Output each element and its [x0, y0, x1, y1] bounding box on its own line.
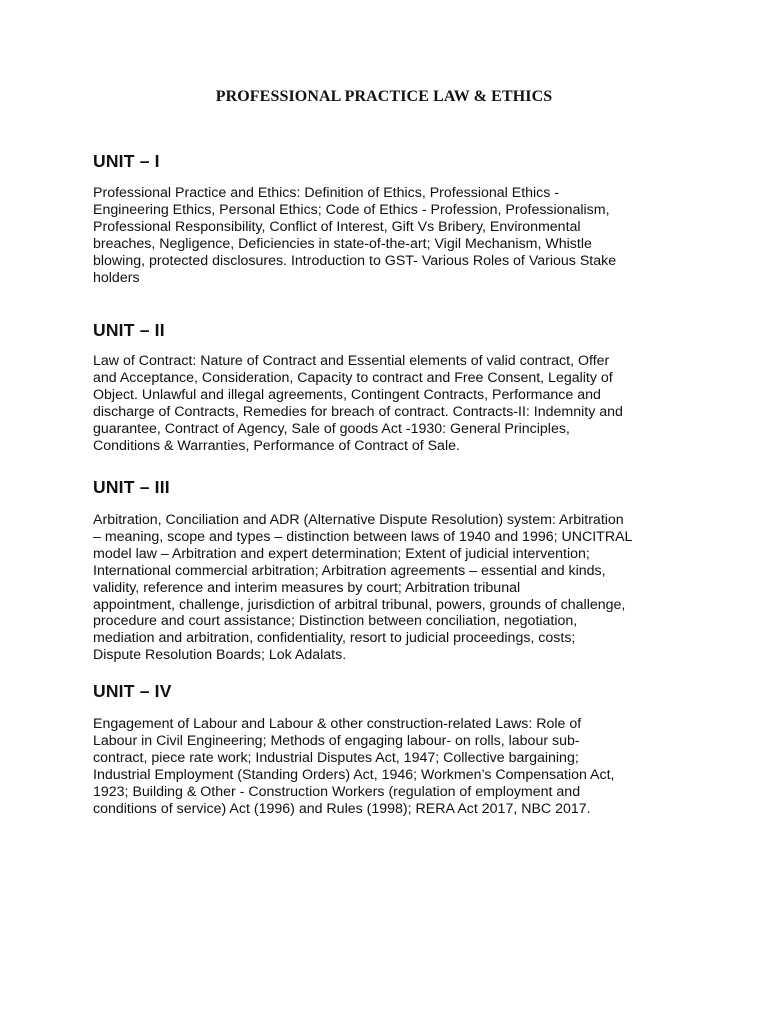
unit-4-heading: UNIT – IV — [93, 681, 172, 701]
unit-4-body: Engagement of Labour and Labour & other construction-related Laws: Role of Labour in Civil Engineering; Methods of engaging labour- on rolls, labour sub- contract, piece rate work; Industrial Disputes Act, 1947; Collective bargaining; Industrial Employment (Standing Orders) Act, 1946; Workmen’s Compensation Act, 1923; Building & Other - Construction Workers (regulation of employment and conditions of service) Act (1996) and Rules (1998); RERA Act 2017, NBC 2017. — [93, 716, 615, 817]
unit-2-heading: UNIT – II — [93, 320, 165, 340]
unit-3-body: Arbitration, Conciliation and ADR (Alternative Dispute Resolution) system: Arbitration – meaning, scope and types – distinction between laws of 1940 and 1996; UNCITRAL model law – Arbitration and expert determination; Extent of judicial intervention; International commercial arbitration; Arbitration agreements – essential and kinds, validity, reference and interim measures by court; Arbitration tribunal appointment, challenge, jurisdiction of arbitral tribunal, powers, grounds of challenge, procedure and court assistance; Distinction between conciliation, negotiation, mediation and arbitration, confidentiality, resort to judicial proceedings, costs; Dispute Resolution Boards; Lok Adalats. — [93, 512, 633, 664]
unit-1-heading: UNIT – I — [93, 151, 160, 171]
document-title: PROFESSIONAL PRACTICE LAW & ETHICS — [215, 88, 553, 105]
unit-2-body: Law of Contract: Nature of Contract and Essential elements of valid contract, Offer and Acceptance, Consideration, Capacity to contract and Free Consent, Legality of Object. Unlawful and illegal agreements, Contingent Contracts, Performance and discharge of Contracts, Remedies for breach of contract. Contracts-II: Indemnity and guarantee, Contract of Agency, Sale of goods Act -1930: General Principles, Conditions & Warranties, Performance of Contract of Sale. — [93, 353, 623, 454]
unit-1-body: Professional Practice and Ethics: Definition of Ethics, Professional Ethics - Engineering Ethics, Personal Ethics; Code of Ethics - Profession, Professionalism, Professional Responsibility, Conflict of Interest, Gift Vs Bribery, Environmental breaches, Negligence, Deficiencies in state-of-the-art; Vigil Mechanism, Whistle blowing, protected disclosures. Introduction to GST- Various Roles of Various Stake holders — [93, 185, 617, 286]
unit-3-heading: UNIT – III — [93, 477, 170, 497]
